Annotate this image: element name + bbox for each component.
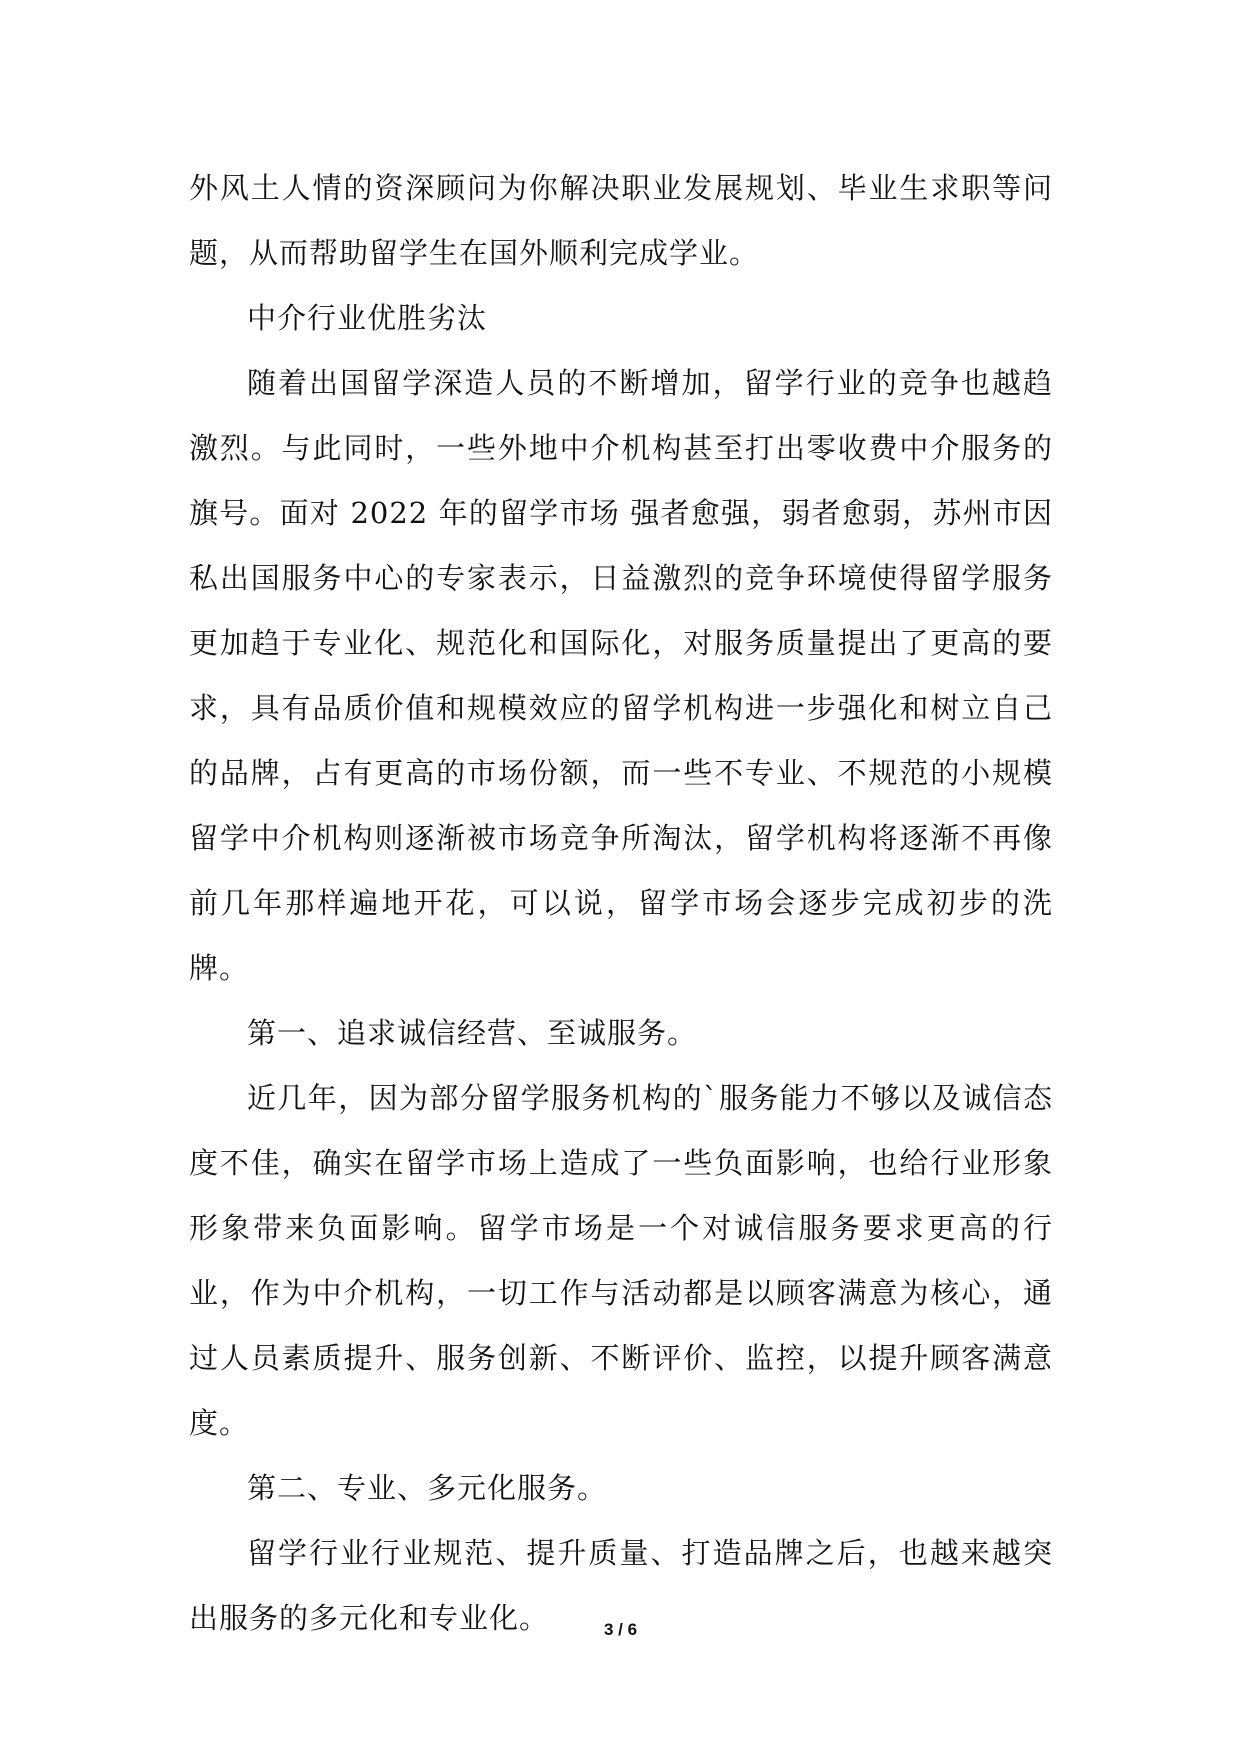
paragraph-diversification: 留学行业行业规范、提升质量、打造品牌之后，也越来越突出服务的多元化和专业化。 bbox=[189, 1536, 1053, 1635]
paragraph-market-competition: 随着出国留学深造人员的不断增加，留学行业的竞争也越趋激烈。与此同时，一些外地中介机构甚至打出零收费中介服务的旗号。面对 2022 年的留学市场 强者愈强，弱者愈弱，苏州市因私出国服务中心的专家表示，日益激烈的竞争环境使得留学服务更加趋于专业化、规范化和国际化，对服务质量提出了更高的要求，具有品质价值和规模效应的留学机构进一步强化和树立自己的品牌，占有更高的市场份额，而一些不专业、不规范的小规模留学中介机构则逐渐被市场竞争所淘汰，留学机构将逐渐不再像前几年那样遍地开花，可以说，留学市场会逐步完成初步的洗牌。 bbox=[189, 366, 1053, 985]
paragraph-continuation: 外风土人情的资深顾问为你解决职业发展规划、毕业生求职等问题，从而帮助留学生在国外顺利完成学业。 bbox=[189, 171, 1053, 270]
section-heading-first: 第一、追求诚信经营、至诚服务。 bbox=[247, 1016, 698, 1050]
section-heading-second: 第二、专业、多元化服务。 bbox=[247, 1471, 608, 1505]
page-number: 3 / 6 bbox=[603, 1620, 638, 1639]
section-heading-industry: 中介行业优胜劣汰 bbox=[247, 301, 488, 335]
document-body bbox=[189, 156, 1053, 1651]
paragraph-integrity: 近几年，因为部分留学服务机构的`服务能力不够以及诚信态度不佳，确实在留学市场上造成了一些负面影响，也给行业形象形象带来负面影响。留学市场是一个对诚信服务要求更高的行业，作为中介机构，一切工作与活动都是以顾客满意为核心，通过人员素质提升、服务创新、不断评价、监控，以提升顾客满意度。 bbox=[189, 1081, 1053, 1440]
